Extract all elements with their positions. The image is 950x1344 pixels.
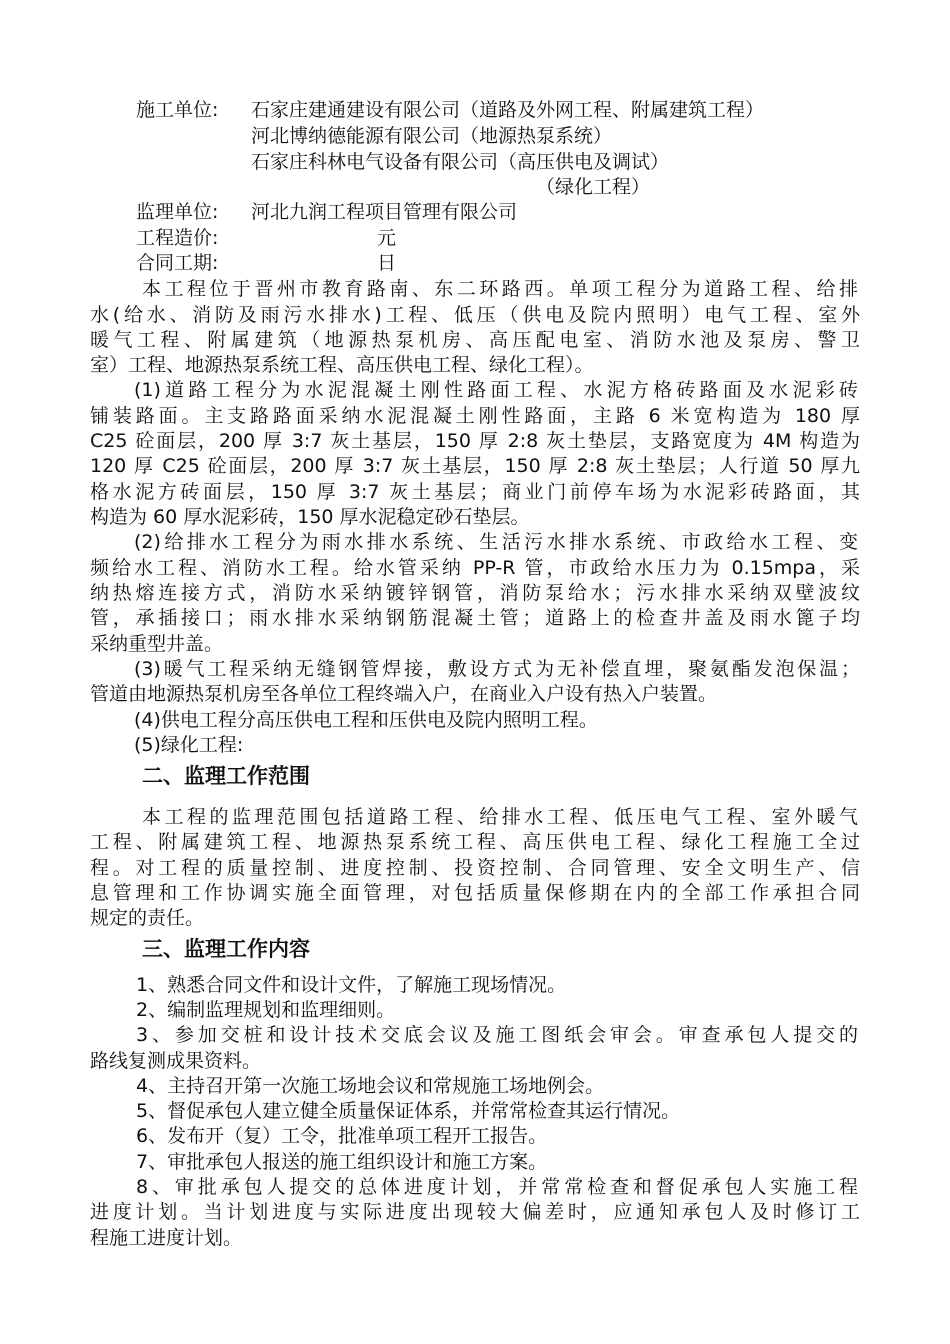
overview-line: (3)暖气工程采纳无缝钢管焊接，敷设方式为无补偿直埋，聚氨酯发泡保温； — [134, 658, 860, 680]
overview-line: 管，承插接口；雨水排水采纳钢筋混凝土管；道路上的检查井盖及雨水篦子均 — [90, 607, 860, 629]
contract-period-label: 合同工期: — [136, 252, 219, 274]
section-3-line: 2、编制监理规划和监理细则。 — [136, 999, 396, 1021]
section-3-line: 进度计划。当计划进度与实际进度出现较大偏差时，应通知承包人及时修订工 — [90, 1201, 860, 1223]
project-cost-unit: 元 — [377, 227, 397, 249]
overview-line: (1)道路工程分为水泥混凝土刚性路面工程、水泥方格砖路面及水泥彩砖 — [134, 379, 858, 401]
overview-line: 构造为 60 厚水泥彩砖，150 厚水泥稳定砂石垫层。 — [90, 506, 530, 528]
overview-line: C25 砼面层，200 厚 3:7 灰土基层，150 厚 2:8 灰土垫层，支路宽度为 4M 构造为 — [90, 430, 860, 452]
section-3-line: 路线复测成果资料。 — [90, 1050, 262, 1072]
construction-unit-1: 石家庄建通建设有限公司（道路及外网工程、附属建筑工程） — [251, 99, 765, 121]
construction-unit-4: （绿化工程） — [536, 176, 651, 198]
section-2-line: 工程、附属建筑工程、地源热泵系统工程、高压供电工程、绿化工程施工全过 — [90, 831, 860, 853]
overview-line: (5)绿化工程: — [134, 734, 244, 756]
section-3-line: 8、审批承包人提交的总体进度计划，并常常检查和督促承包人实施工程 — [136, 1176, 858, 1198]
overview-line: 暖气工程、附属建筑（地源热泵机房、高压配电室、消防水池及泵房、警卫 — [90, 329, 860, 351]
overview-line: 采纳重型井盖。 — [90, 633, 224, 655]
overview-line: 纳热熔连接方式，消防水采纳镀锌钢管，消防泵给水；污水排水采纳双壁波纹 — [90, 582, 860, 604]
section-3-line: 程施工进度计划。 — [90, 1227, 243, 1249]
overview-line: (2)给排水工程分为雨水排水系统、生活污水排水系统、市政给水工程、变 — [134, 531, 858, 553]
section-2-heading: 二、监理工作范围 — [142, 764, 310, 788]
section-3-line: 1、熟悉合同文件和设计文件，了解施工现场情况。 — [136, 974, 567, 996]
section-3-line: 5、督促承包人建立健全质量保证体系，并常常检查其运行情况。 — [136, 1100, 681, 1122]
section-2-line: 息管理和工作协调实施全面管理，对包括质量保修期在内的全部工作承担合同 — [90, 882, 860, 904]
construction-unit-2: 河北博纳德能源有限公司（地源热泵系统） — [251, 125, 613, 147]
overview-line: 铺装路面。主支路路面采纳水泥混凝土刚性路面，主路 6 米宽构造为 180 厚 — [90, 405, 860, 427]
overview-line: 120 厚 C25 砼面层，200 厚 3:7 灰土基层，150 厚 2:8 灰土垫层；人行道 50 厚九 — [90, 455, 860, 477]
section-3-line: 7、审批承包人报送的施工组织设计和施工方案。 — [136, 1151, 548, 1173]
overview-line: 水(给水、消防及雨污水排水)工程、低压（供电及院内照明）电气工程、室外 — [90, 304, 860, 326]
section-3-line: 3、参加交桩和设计技术交底会议及施工图纸会审会。审查承包人提交的 — [136, 1024, 858, 1046]
overview-line: (4)供电工程分高压供电工程和压供电及院内照明工程。 — [134, 709, 598, 731]
construction-unit-label: 施工单位: — [136, 99, 219, 121]
overview-line: 管道由地源热泵机房至各单位工程终端入户，在商业入户设有热入户装置。 — [90, 683, 718, 705]
section-2-line: 规定的责任。 — [90, 907, 205, 929]
construction-unit-3: 石家庄科林电气设备有限公司（高压供电及调试） — [251, 151, 670, 173]
overview-line: 本工程位于晋州市教育路南、东二环路西。单项工程分为道路工程、给排 — [142, 278, 858, 300]
project-cost-label: 工程造价: — [136, 227, 219, 249]
contract-period-unit: 日 — [377, 252, 397, 274]
section-2-line: 程。对工程的质量控制、进度控制、投资控制、合同管理、安全文明生产、信 — [90, 857, 860, 879]
section-2-line: 本工程的监理范围包括道路工程、给排水工程、低压电气工程、室外暖气 — [142, 806, 858, 828]
supervision-unit-label: 监理单位: — [136, 201, 219, 223]
overview-line: 频给水工程、消防水工程。给水管采纳 PP-R 管，市政给水压力为 0.15mpa，采 — [90, 557, 860, 579]
overview-line: 室）工程、地源热泵系统工程、高压供电工程、绿化工程）。 — [90, 354, 594, 376]
supervision-unit-name: 河北九润工程项目管理有限公司 — [251, 201, 518, 223]
overview-line: 格水泥方砖面层，150 厚 3:7 灰土基层；商业门前停车场为水泥彩砖路面，其 — [90, 481, 860, 503]
section-3-line: 4、主持召开第一次施工场地会议和常规施工场地例会。 — [136, 1075, 605, 1097]
section-3-line: 6、发布开（复）工令，批准单项工程开工报告。 — [136, 1125, 548, 1147]
section-3-heading: 三、监理工作内容 — [142, 937, 310, 961]
